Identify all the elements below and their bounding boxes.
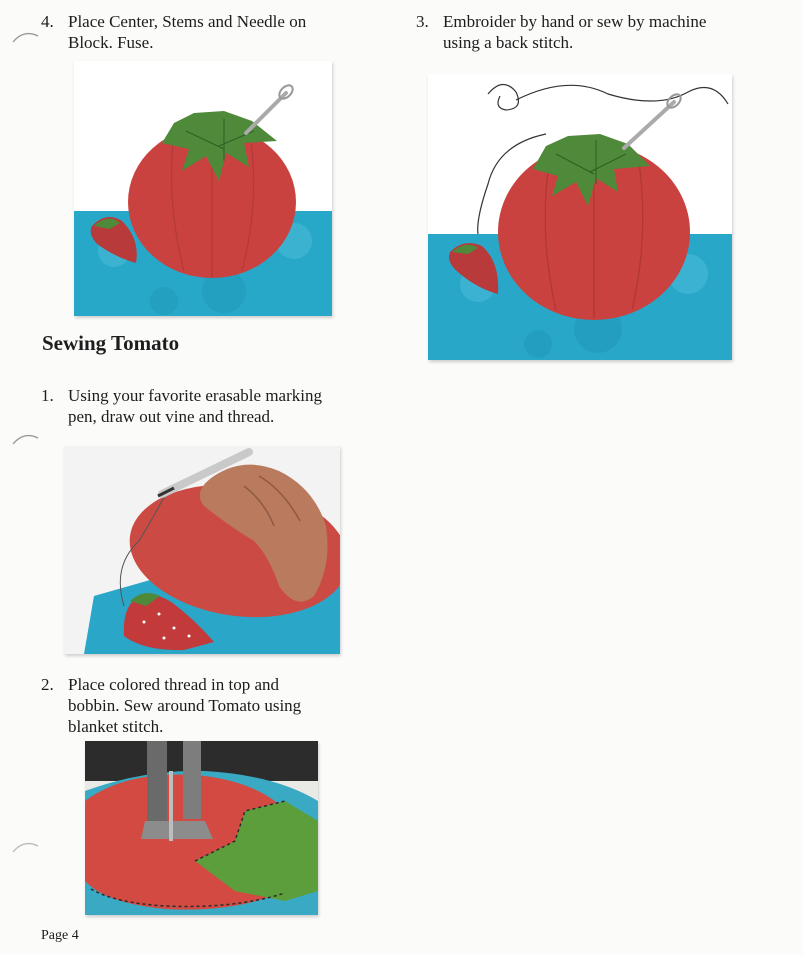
photo-sewing-blanket-stitch [85,741,318,915]
step-3 [416,11,746,55]
punch-hole-mark-top [10,26,40,46]
photo-fused-tomato-block [74,61,332,316]
step-text-line: blanket stitch. [68,717,164,736]
step-text-line: pen, draw out vine and thread. [68,407,275,426]
step-4 [41,11,361,55]
step-number: 1. [41,386,54,405]
step-2 [41,674,361,738]
page-number: Page 4 [41,928,79,943]
step-text-line: Place Center, Stems and Needle on [68,12,307,31]
section-heading: Sewing Tomato [42,331,180,355]
photo-marking-vine-and-thread [64,446,340,654]
punch-hole-mark-middle [10,428,40,448]
step-text-line: Place colored thread in top and [68,675,280,694]
step-text-line: Block. Fuse. [68,33,154,52]
step-text-line: Embroider by hand or sew by machine [443,12,707,31]
step-text-line: bobbin. Sew around Tomato using [68,696,302,715]
photo-embroidered-tomato-block [428,74,732,360]
step-text-line: using a back stitch. [443,33,574,52]
step-number: 3. [416,12,429,31]
punch-hole-mark-bottom [10,836,40,856]
step-number: 4. [41,12,54,31]
step-number: 2. [41,675,54,694]
step-1 [41,385,361,429]
step-text-line: Using your favorite erasable marking [68,386,322,405]
